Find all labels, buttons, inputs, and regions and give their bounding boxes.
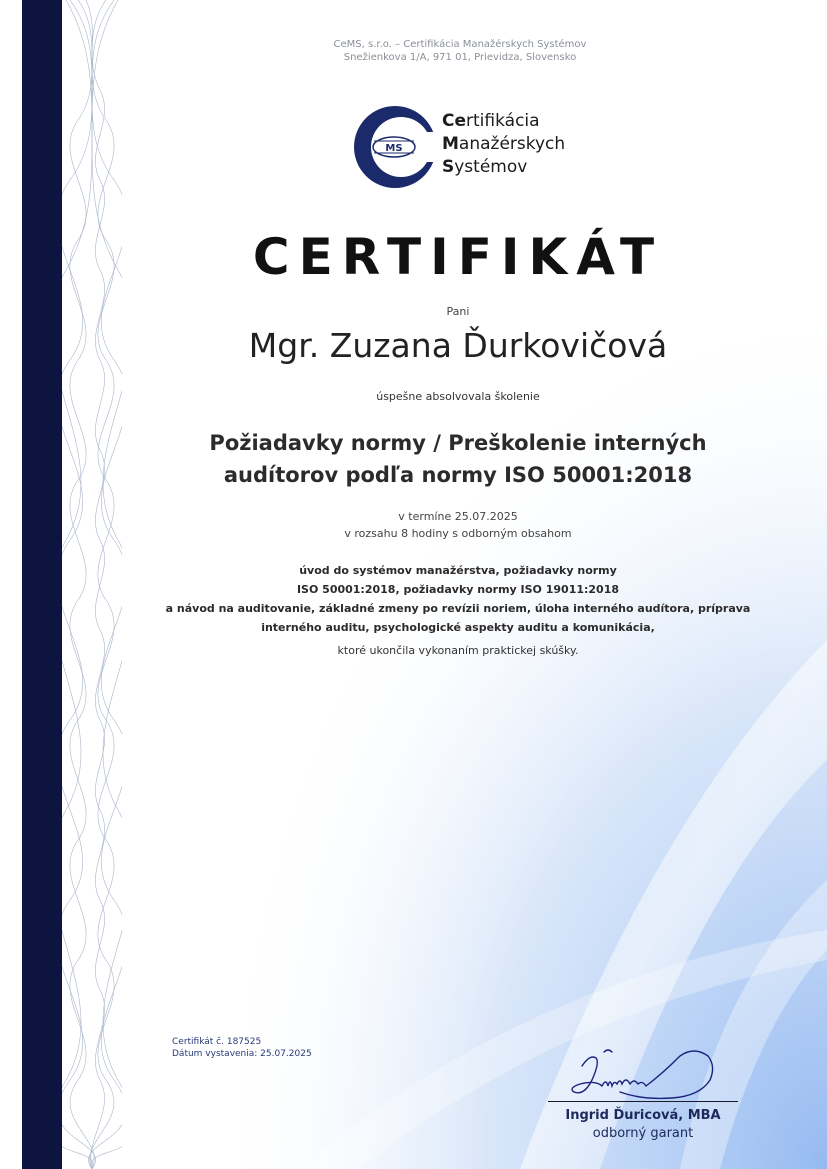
issuer-header — [180, 38, 740, 64]
logo-line2-rest: anažérskych — [458, 134, 566, 154]
logo-line3-bold: S — [442, 157, 455, 177]
logo-line1-rest: rtifikácia — [466, 111, 540, 131]
salutation: Pani — [446, 305, 470, 318]
course-date: v termíne 25.07.2025 — [398, 510, 518, 523]
signatory-name: Ingrid Ďuricová, MBA — [565, 1108, 721, 1123]
left-border-band — [22, 0, 62, 1169]
course-scope: v rozsahu 8 hodiny s odborným obsahom — [344, 527, 572, 540]
course-meta — [150, 508, 766, 542]
logo-line2-bold: M — [442, 134, 459, 154]
exam-statement: ktoré ukončila vykonaním praktickej skúšky. — [337, 644, 579, 657]
logo-wordmark — [442, 110, 565, 179]
recipient-name: Mgr. Zuzana Ďurkovičová — [248, 326, 668, 365]
course-content — [150, 561, 766, 637]
course-title-line2: audítorov podľa normy ISO 50001:2018 — [223, 463, 693, 487]
signature-line — [548, 1101, 738, 1102]
logo-line1-bold: Ce — [442, 111, 467, 131]
course-title — [150, 427, 766, 491]
handwritten-signature — [562, 1044, 732, 1104]
certificate-info — [172, 1036, 312, 1060]
completion-statement: úspešne absolvovala školenie — [376, 390, 540, 403]
signatory-role: odborný garant — [592, 1126, 694, 1141]
certificate-number: Certifikát č. 187525 — [172, 1037, 262, 1047]
guilloche-border-pattern — [62, 0, 122, 1169]
certificate-title: CERTIFIKÁT — [252, 228, 664, 286]
content-line1: úvod do systémov manažérstva, požiadavky normy — [299, 564, 617, 577]
content-line4: interného auditu, psychologické aspekty auditu a komunikácia, — [261, 621, 655, 634]
issue-date: Dátum vystavenia: 25.07.2025 — [172, 1049, 312, 1059]
logo-mark-text: MS — [385, 143, 403, 154]
content-line2: ISO 50001:2018, požiadavky normy ISO 19011:2018 — [296, 583, 620, 596]
issuer-name-line: CeMS, s.r.o. – Certifikácia Manažérskych Systémov — [333, 39, 587, 50]
issuer-address-line: Snežienkova 1/A, 971 01, Prievidza, Slovensko — [343, 52, 577, 63]
logo-line3-rest: ystémov — [454, 157, 528, 177]
content-line3: a návod na auditovanie, základné zmeny po revízii noriem, úloha interného audítora, príprava — [165, 602, 751, 615]
course-title-line1: Požiadavky normy / Preškolenie interných — [209, 431, 707, 455]
